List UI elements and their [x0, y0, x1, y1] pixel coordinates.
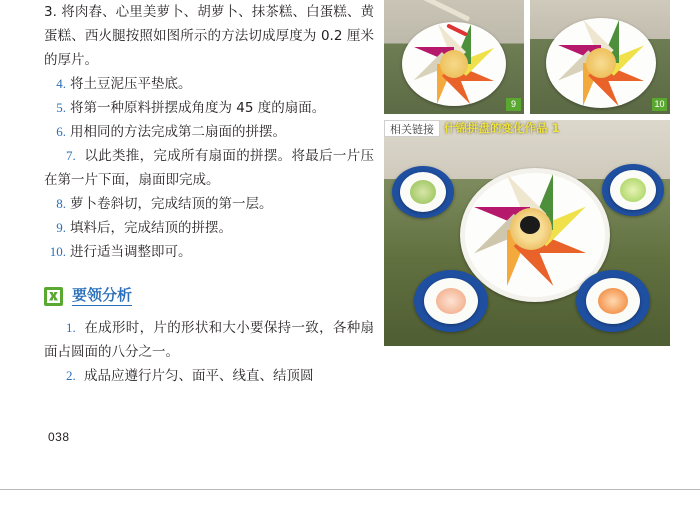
point-text: 成品应遵行片匀、面平、线直、结顶圆 — [84, 368, 314, 384]
step-number: 7. — [66, 148, 76, 163]
list-item — [44, 96, 374, 120]
step-number: 6. — [56, 124, 66, 139]
analysis-list — [44, 316, 374, 388]
text-column — [44, 0, 374, 388]
list-item — [44, 144, 374, 192]
finished-platter-photo — [384, 120, 670, 346]
step-number: 4. — [56, 76, 66, 91]
page-number: 038 — [48, 430, 70, 444]
intro-paragraph: 3. 将肉舂、心里美萝卜、胡萝卜、抹茶糕、白蛋糕、黄蛋糕、西火腿按照如图所示的方法切成厚度为 0.2 厘米的厚片。 — [44, 4, 374, 68]
list-item — [44, 364, 374, 388]
step-number: 8. — [56, 196, 66, 211]
step-text: 填料后，完成结顶的拼摆。 — [70, 220, 232, 236]
list-item — [44, 316, 374, 364]
list-item — [44, 72, 374, 96]
list-item — [44, 240, 374, 264]
section-title: 要领分析 — [72, 286, 133, 304]
point-number: 1. — [66, 320, 76, 335]
steps-list — [44, 72, 374, 264]
section-heading — [44, 286, 374, 306]
step-number: 5. — [56, 100, 66, 115]
related-link-tag[interactable] — [384, 120, 564, 137]
point-number: 2. — [66, 368, 76, 383]
related-link-text: 什锦拼盘的变化作品 1 — [444, 121, 560, 135]
step-number: 9. — [56, 220, 66, 235]
page-gap — [0, 470, 700, 489]
photo-badge: 9 — [506, 98, 521, 111]
list-item — [44, 216, 374, 240]
step-text: 萝卜卷斜切，完成结顶的第一层。 — [70, 196, 273, 212]
analysis-icon — [44, 287, 63, 306]
list-item — [44, 192, 374, 216]
photo-badge: 10 — [652, 98, 667, 111]
step-text: 用相同的方法完成第二扇面的拼摆。 — [70, 124, 286, 140]
fan-plate-photo-9 — [384, 0, 524, 114]
point-text: 在成形时，片的形状和大小要保持一致，各种扇面占圆面的八分之一。 — [44, 320, 375, 360]
photo-column — [384, 0, 670, 346]
list-item — [44, 120, 374, 144]
photo-pair — [384, 0, 670, 114]
fan-plate-photo-10 — [530, 0, 670, 114]
next-page-top-edge — [0, 489, 700, 510]
step-text: 进行适当调整即可。 — [70, 244, 192, 260]
step-text: 以此类推，完成所有扇面的拼摆。将最后一片压在第一片下面，扇面即完成。 — [44, 148, 375, 188]
step-text: 将土豆泥压平垫底。 — [70, 76, 192, 92]
related-link-label: 相关链接 — [384, 120, 440, 137]
step-number: 10. — [49, 244, 66, 259]
step-text: 将第一种原料拼摆成角度为 45 度的扇面。 — [70, 100, 326, 116]
